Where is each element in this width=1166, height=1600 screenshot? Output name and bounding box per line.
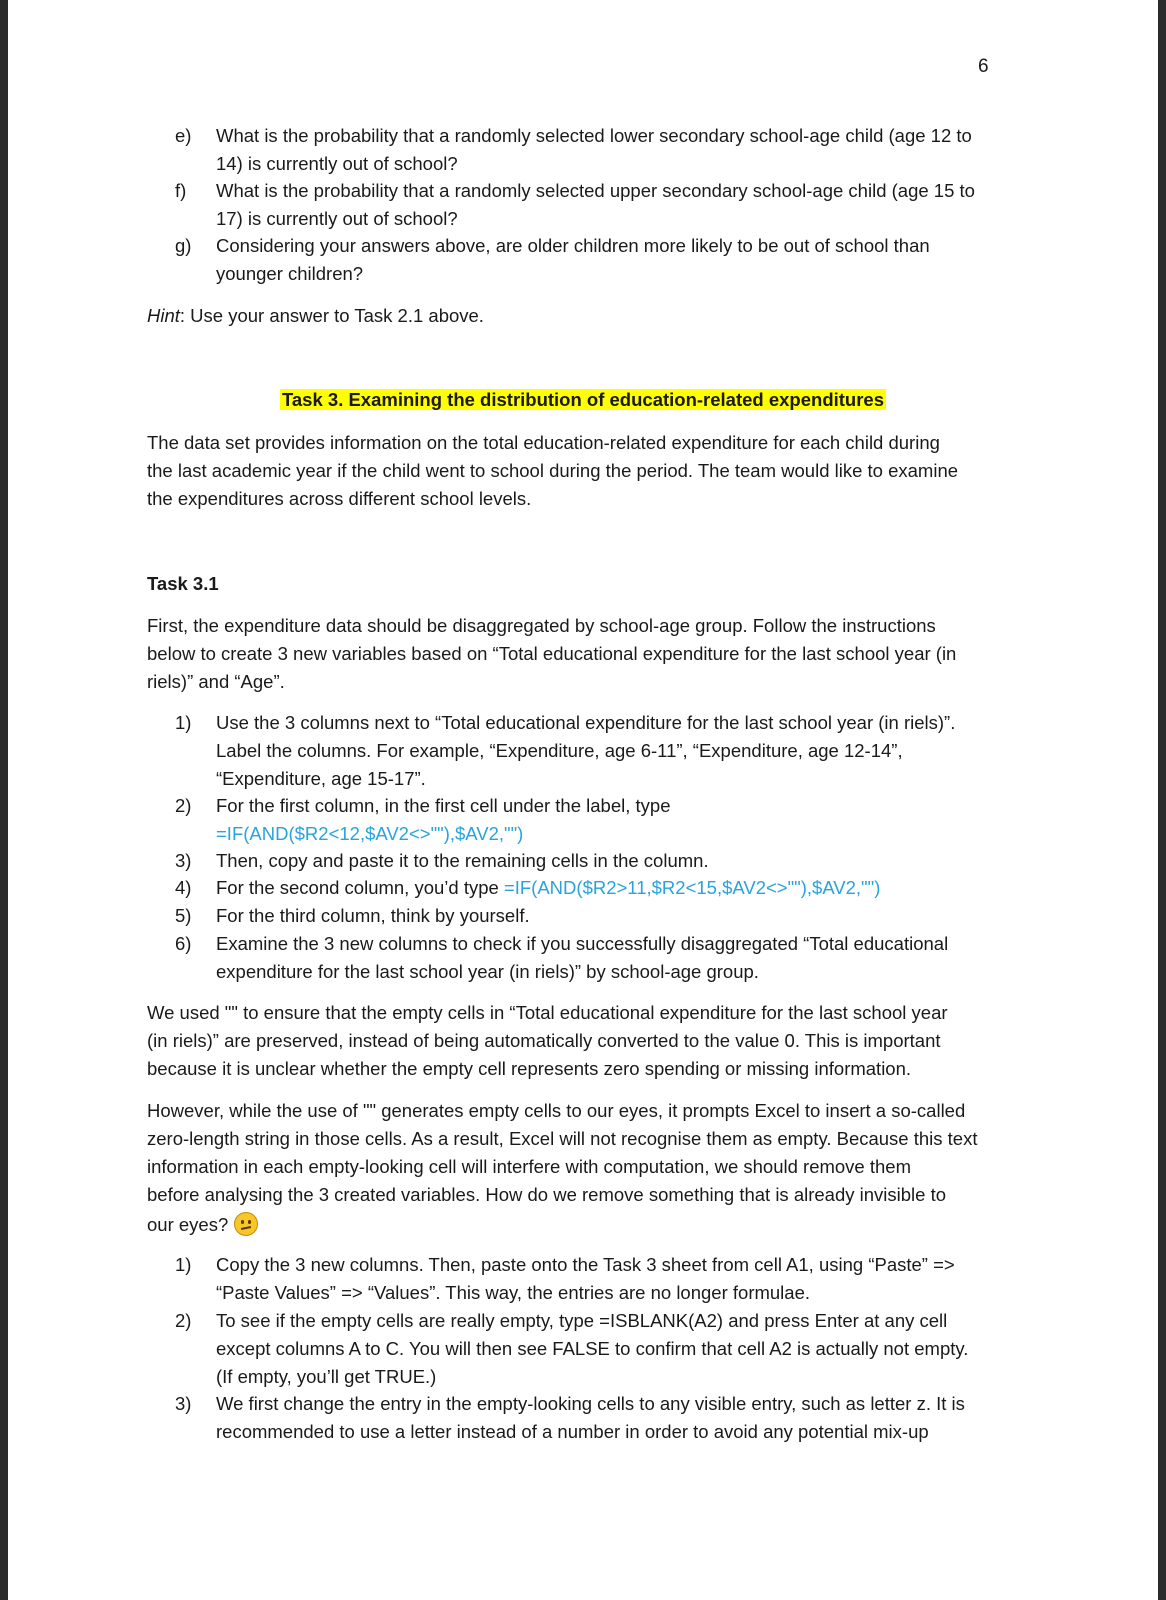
task3-heading: Task 3. Examining the distribution of education-related expenditures [281,389,885,410]
confused-face-icon [234,1212,258,1236]
paragraph-line: However, while the use of "" generates empty cells to our eyes, it prompts Excel to insert a so-called [147,1100,966,1121]
question-label: f) [175,180,187,201]
paragraph-line: First, the expenditure data should be disaggregated by school-age group. Follow the instructions [147,615,936,636]
question-text: What is the probability that a randomly selected upper secondary school-age child (age 15 to [216,180,975,201]
step-text: Use the 3 columns next to “Total educational expenditure for the last school year (in riels)”. [216,712,956,733]
paragraph-line: the expenditures across different school levels. [147,488,532,509]
paragraph-however [147,1097,1027,1239]
step-text: For the third column, think by yourself. [216,905,530,926]
paragraph-line: The data set provides information on the total education-related expenditure for each child during [147,432,940,453]
step-label: 2) [175,1310,192,1331]
step-text: Label the columns. For example, “Expenditure, age 6-11”, “Expenditure, age 12-14”, [216,740,903,761]
paragraph-line: because it is unclear whether the empty cell represents zero spending or missing information. [147,1058,912,1079]
task3-heading-wrap [0,386,1166,414]
paragraph-line: before analysing the 3 created variables. How do we remove something that is already invisible to [147,1184,947,1205]
paragraph-line: (in riels)” are preserved, instead of being automatically converted to the value 0. This is important [147,1030,941,1051]
paragraph-we-used [147,999,1027,1083]
hint-text: : Use your answer to Task 2.1 above. [179,305,484,326]
step-text: “Paste Values” => “Values”. This way, the entries are no longer formulae. [216,1282,811,1303]
page-number: 6 [978,56,989,77]
step-text: We first change the entry in the empty-looking cells to any visible entry, such as letter z. It is [216,1393,965,1414]
step-text: recommended to use a letter instead of a number in order to avoid any potential mix-up [216,1421,929,1442]
paragraph-line: We used "" to ensure that the empty cells in “Total educational expenditure for the last school year [147,1002,948,1023]
step-text: Examine the 3 new columns to check if you successfully disaggregated “Total educational [216,933,949,954]
paragraph-line: our eyes? [147,1214,229,1235]
question-text: 14) is currently out of school? [216,153,458,174]
formula: =IF(AND($R2<12,$AV2<>""),$AV2,"") [216,823,524,844]
step-label: 3) [175,1393,192,1414]
step-text: For the second column, you’d type [216,877,504,898]
step-label: 5) [175,905,192,926]
step-text: Then, copy and paste it to the remaining cells in the column. [216,850,709,871]
hint-label: Hint [147,305,180,326]
paragraph-line: below to create 3 new variables based on “Total educational expenditure for the last school year (in [147,643,957,664]
step-label: 4) [175,877,192,898]
step-label: 6) [175,933,192,954]
task31-heading: Task 3.1 [147,573,219,594]
question-text: What is the probability that a randomly selected lower secondary school-age child (age 12 to [216,125,972,146]
paragraph-line: the last academic year if the child went to school during the period. The team would like to examine [147,460,959,481]
step-label: 1) [175,1254,192,1275]
hint [147,302,1027,330]
step-text: Copy the 3 new columns. Then, paste onto the Task 3 sheet from cell A1, using “Paste” => [216,1254,955,1275]
step-text: expenditure for the last school year (in riels)” by school-age group. [216,961,759,982]
paragraph-line: riels)” and “Age”. [147,671,285,692]
task3-intro [147,429,1027,513]
paragraph-line: zero-length string in those cells. As a result, Excel will not recognise them as empty. Because this text [147,1128,978,1149]
step-text: For the first column, in the first cell under the label, type [216,795,671,816]
step-text: (If empty, you’ll get TRUE.) [216,1366,437,1387]
step-text: “Expenditure, age 15-17”. [216,768,426,789]
question-label: g) [175,235,192,256]
step-text: To see if the empty cells are really empty, type =ISBLANK(A2) and press Enter at any cell [216,1310,948,1331]
step-label: 2) [175,795,192,816]
question-text: Considering your answers above, are older children more likely to be out of school than [216,235,930,256]
step-label: 3) [175,850,192,871]
question-text: 17) is currently out of school? [216,208,458,229]
formula: =IF(AND($R2>11,$R2<15,$AV2<>""),$AV2,"") [503,877,881,898]
step-label: 1) [175,712,192,733]
task31-intro [147,612,1027,696]
question-label: e) [175,125,192,146]
step-text: except columns A to C. You will then see FALSE to confirm that cell A2 is actually not empty. [216,1338,969,1359]
paragraph-line: information in each empty-looking cell will interfere with computation, we should remove them [147,1156,911,1177]
question-text: younger children? [216,263,364,284]
